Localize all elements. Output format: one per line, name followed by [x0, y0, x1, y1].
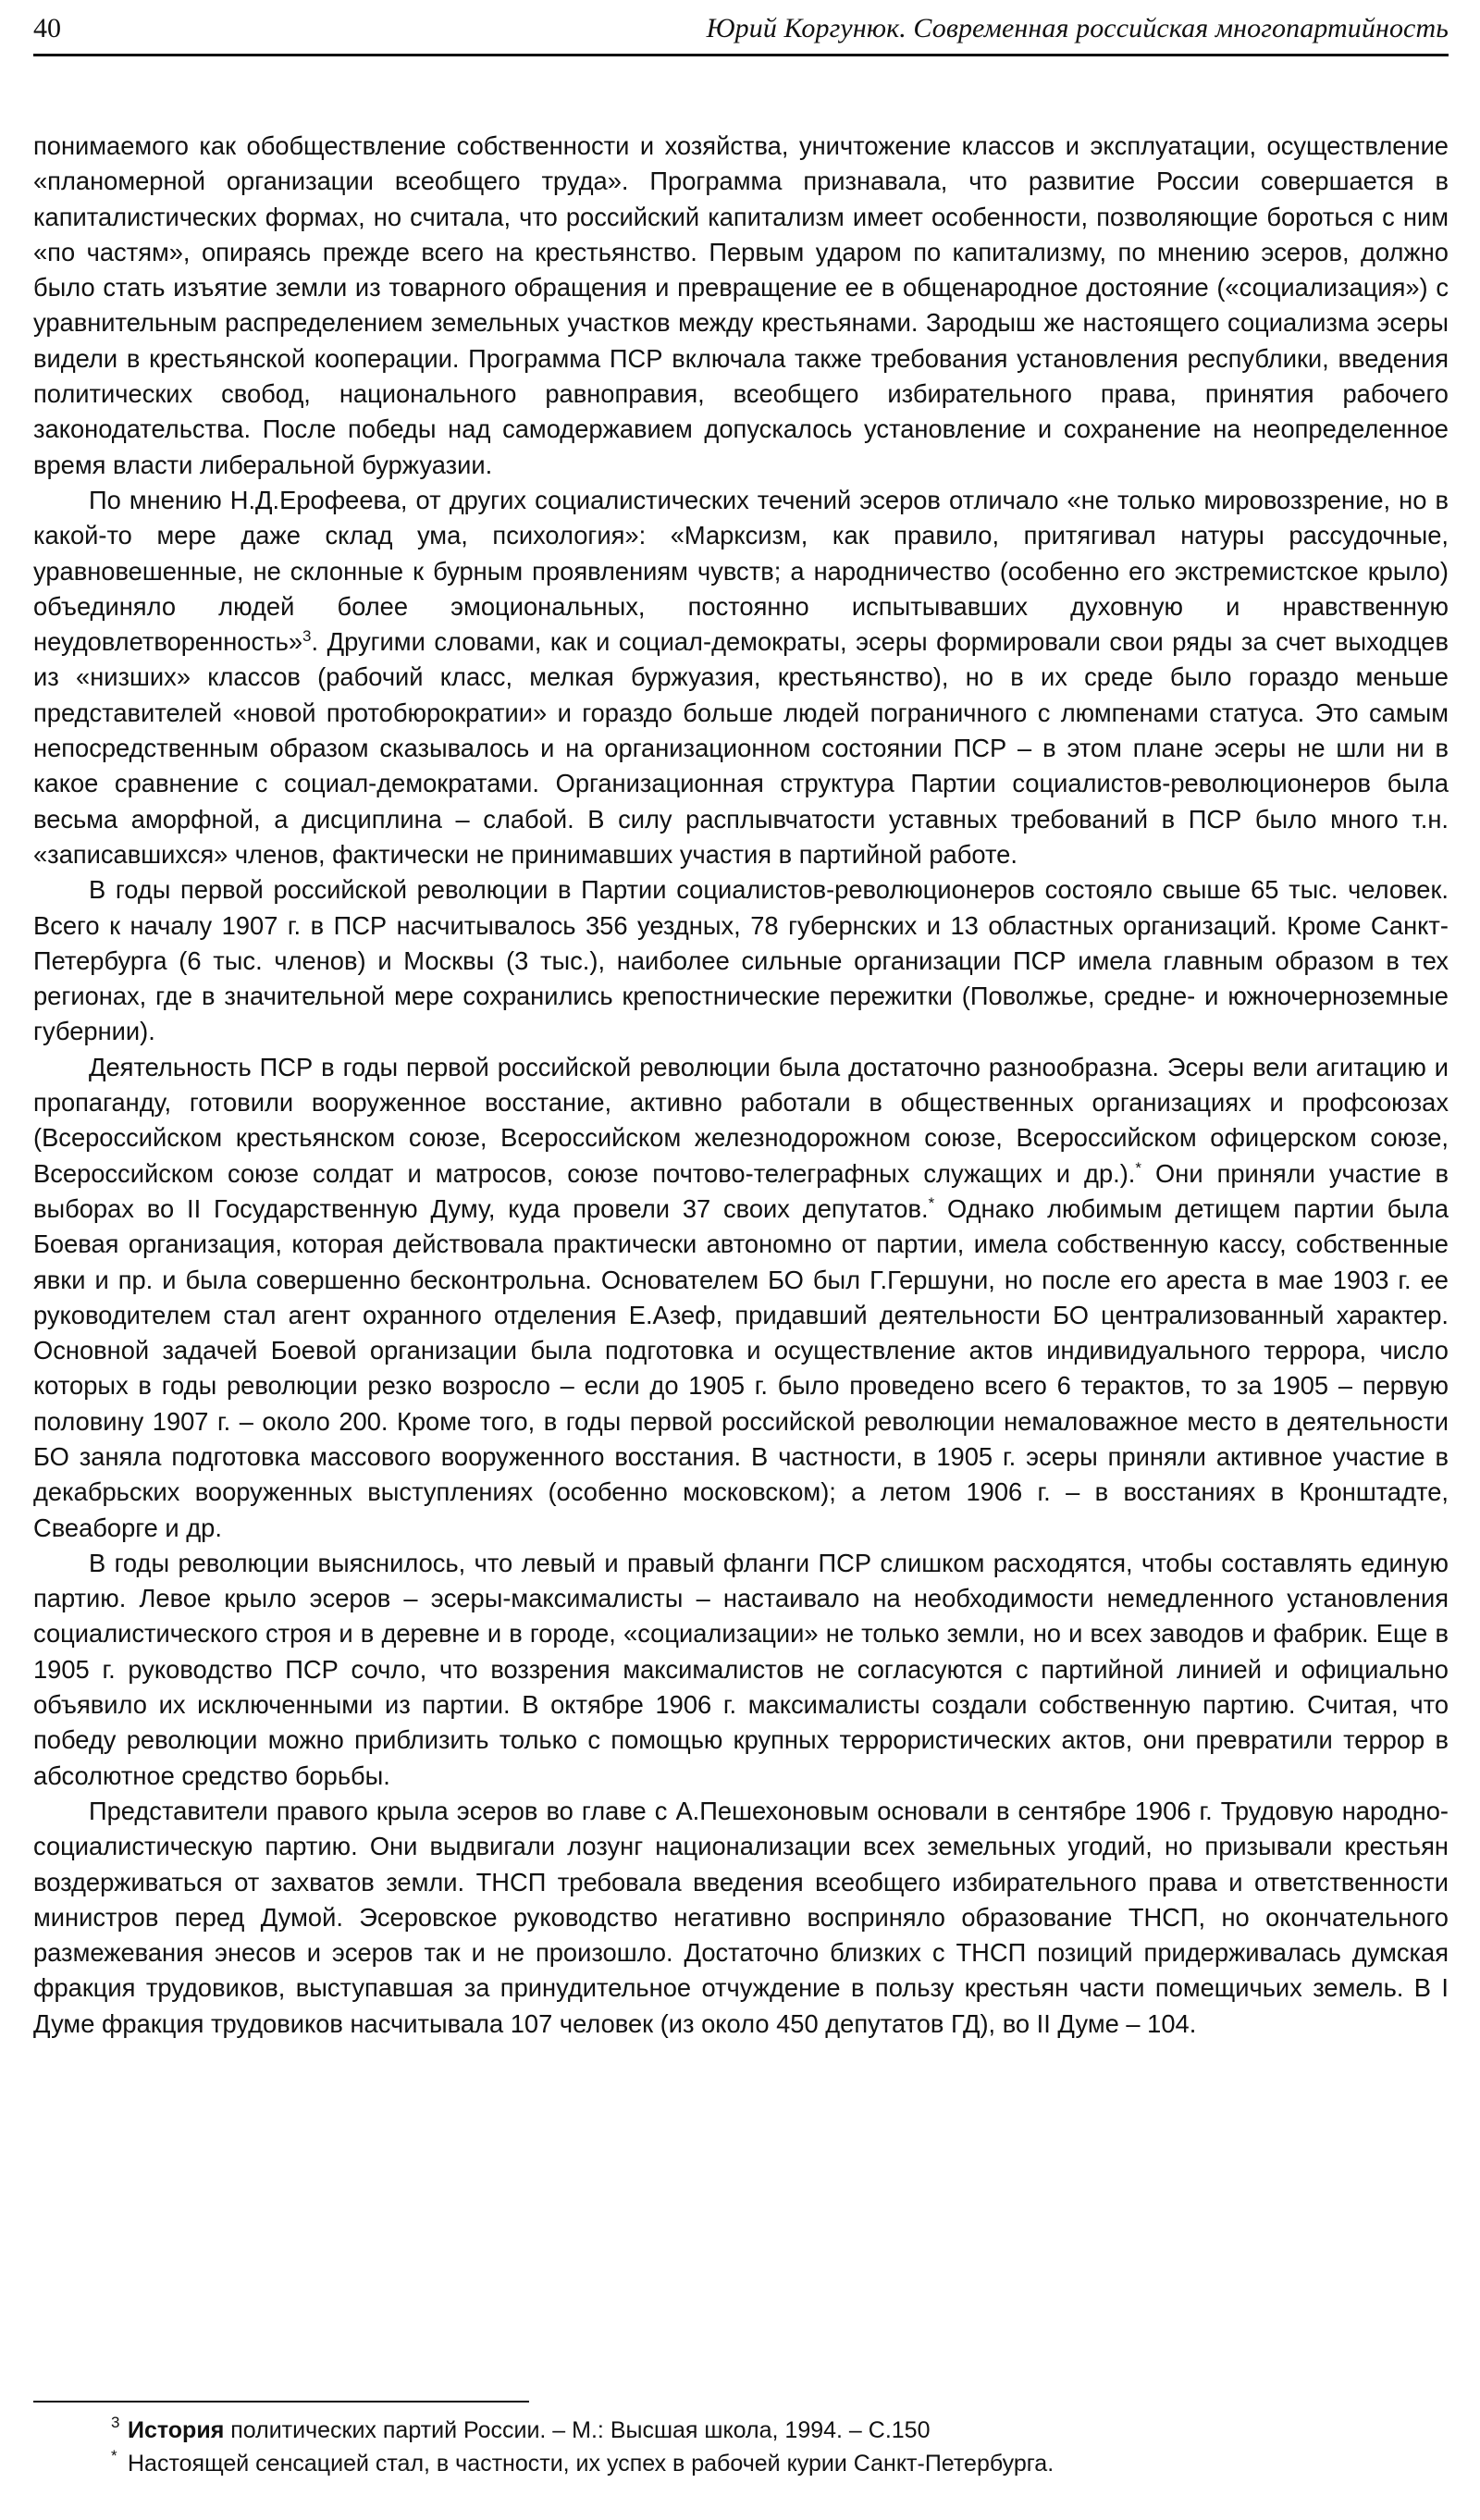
paragraph-text: По мнению Н.Д.Ерофеева, от других социалистических течений эсеров отличало «не только мировоззрение, но в какой-то мере даже склад ума, психология»: «Марксизм, как правило, притягивал натуры рассудочные, уравновешенные, не склонные к бурным проявлениям чувств; а народничество (особенно его экстремистское крыло) объединяло людей более эмоциональных, постоянно испытывавших духовную и нравственную неудовлетворенность»: [33, 485, 1449, 657]
paragraph-text: Они приняли участие в выборах во II Государственную Думу, куда провели 37 своих депутатов.: [33, 1158, 1449, 1223]
document-page: [33, 0, 1449, 2520]
footnote-mark: *: [111, 2447, 117, 2464]
footnote-bold-text: История: [128, 2417, 225, 2443]
paragraph: [33, 129, 1449, 483]
page-number: 40: [33, 13, 61, 43]
paragraph-text: Деятельность ПСР в годы первой российской революции была достаточно разнообразна. Эсеры вели агитацию и пропаганду, готовили вооруженное восстание, активно работали в общественных организациях и профсоюзах (Всероссийском крестьянском союзе, Всероссийском железнодорожном союзе, Всероссийском офицерском союзе, Всероссийском союзе солдат и матросов, союзе почтово-телеграфных служащих и др.).: [33, 1052, 1449, 1188]
paragraph-text: . Другими словами, как и социал-демократы, эсеры формировали свои ряды за счет выходцев из «низших» классов (рабочий класс, мелкая буржуазия, крестьянство), но в их среде было гораздо меньше представителей «новой протобюрократии» и гораздо больше людей пограничного с люмпенами статуса. Это самым непосредственным образом сказывалось и на организационном состоянии ПСР – в этом плане эсеры не шли ни в какое сравнение с социал-демократами. Организационная структура Партии социалистов-революционеров была весьма аморфной, а дисциплина – слабой. В силу расплывчатости уставных требований в ПСР было много т.н. «записавшихся» членов, фактически не принимавших участия в партийной работе.: [33, 627, 1449, 869]
footnote-divider: [33, 2401, 529, 2403]
paragraph: [33, 1050, 1449, 1546]
paragraph-text: понимаемого как обобществление собственности и хозяйства, уничтожение классов и эксплуатации, осуществление «планомерной организации всеобщего труда». Программа признавала, что развитие России совершается в капиталистических формах, но считала, что российский капитализм имеет особенности, позволяющие бороться с ним «по частям», опираясь прежде всего на крестьянство. Первым ударом по капитализму, по мнению эсеров, должно было стать изъятие земли из товарного обращения и превращение ее в общенародное достояние («социализация») с уравнительным распределением земельных участков между крестьянами. Зародыш же настоящего социализма эсеры видели в крестьянской кооперации. Программа ПСР включала также требования установления республики, введения политических свобод, национального равноправия, всеобщего избирательного права, принятия рабочего законодательства. После победы над самодержавием допускалось установление и сохранение на неопределенное время власти либеральной буржуазии.: [33, 131, 1449, 479]
paragraph: [33, 872, 1449, 1049]
footnote: [33, 2447, 1449, 2480]
footnote-reference[interactable]: *: [928, 1193, 935, 1212]
body-text: [33, 129, 1449, 2042]
running-header: [33, 0, 1449, 56]
footnote-text: политических партий России. – М.: Высшая школа, 1994. – С.150: [224, 2417, 931, 2443]
paragraph: [33, 1794, 1449, 2042]
paragraph: [33, 1546, 1449, 1794]
footnote-reference[interactable]: 3: [302, 627, 312, 646]
paragraph-text: В годы революции выяснилось, что левый и правый фланги ПСР слишком расходятся, чтобы составлять единую партию. Левое крыло эсеров – эсеры-максималисты – настаивало на необходимости немедленного установления социалистического строя и в деревне и в городе, «социализации» не только земли, но и всех заводов и фабрик. Еще в 1905 г. руководство ПСР сочло, что воззрения максималистов не согласуются с партийной линией и официально объявило их исключенными из партии. В октябре 1906 г. максималисты создали собственную партию. Считая, что победу революции можно приблизить только с помощью крупных террористических актов, они превратили террор в абсолютное средство борьбы.: [33, 1548, 1449, 1790]
paragraph-text: Представители правого крыла эсеров во главе с А.Пешехоновым основали в сентябре 1906 г. Трудовую народно-социалистическую партию. Они выдвигали лозунг национализации всех земельных угодий, но призывали крестьян воздерживаться от захватов земли. ТНСП требовала введения всеобщего избирательного права и ответственности министров перед Думой. Эсеровское руководство негативно восприняло образование ТНСП, но окончательного размежевания энесов и эсеров так и не произошло. Достаточно близких с ТНСП позиций придерживалась думская фракция трудовиков, выступавшая за принудительное отчуждение в пользу крестьян части помещичьих земель. В I Думе фракция трудовиков насчитывала 107 человек (из около 450 депутатов ГД), во II Думе – 104.: [33, 1796, 1449, 2038]
footnote: [33, 2414, 1449, 2447]
paragraph-text: В годы первой российской революции в Партии социалистов-революционеров состояло свыше 65 тыс. человек. Всего к началу 1907 г. в ПСР насчитывалось 356 уездных, 78 губернских и 13 областных организаций. Кроме Санкт-Петербурга (6 тыс. членов) и Москвы (3 тыс.), наиболее сильные организации ПСР имела главным образом в тех регионах, где в значительной мере сохранились крепостнические пережитки (Поволжье, средне- и южночерноземные губернии).: [33, 875, 1449, 1046]
paragraph: [33, 483, 1449, 872]
footnotes: [33, 2401, 1449, 2480]
paragraph-text: Однако любимым детищем партии была Боевая организация, которая действовала практически автономно от партии, имела собственную кассу, собственные явки и пр. и была совершенно бесконтрольна. Основателем БО был Г.Гершуни, но после его ареста в мае 1903 г. ее руководителем стал агент охранного отделения Е.Азеф, придавший деятельности БО централизованный характер. Основной задачей Боевой организации была подготовка и осуществление актов индивидуального террора, число которых в годы революции резко возросло – если до 1905 г. было проведено всего 6 терактов, то за 1905 – первую половину 1907 г. – около 200. Кроме того, в годы первой российской революции немаловажное место в деятельности БО заняла подготовка массового вооруженного восстания. В частности, в 1905 г. эсеры приняли активное участие в декабрьских вооруженных выступлениях (особенно московском); а летом 1906 г. – в восстаниях в Кронштадте, Свеаборге и др.: [33, 1193, 1449, 1542]
running-title: Юрий Коргунюк. Современная российская многопартийность: [706, 13, 1449, 43]
footnote-reference[interactable]: *: [1135, 1158, 1142, 1177]
footnote-mark: 3: [111, 2414, 120, 2431]
footnote-text: Настоящей сенсацией стал, в частности, их успех в рабочей курии Санкт-Петербурга.: [128, 2451, 1054, 2477]
